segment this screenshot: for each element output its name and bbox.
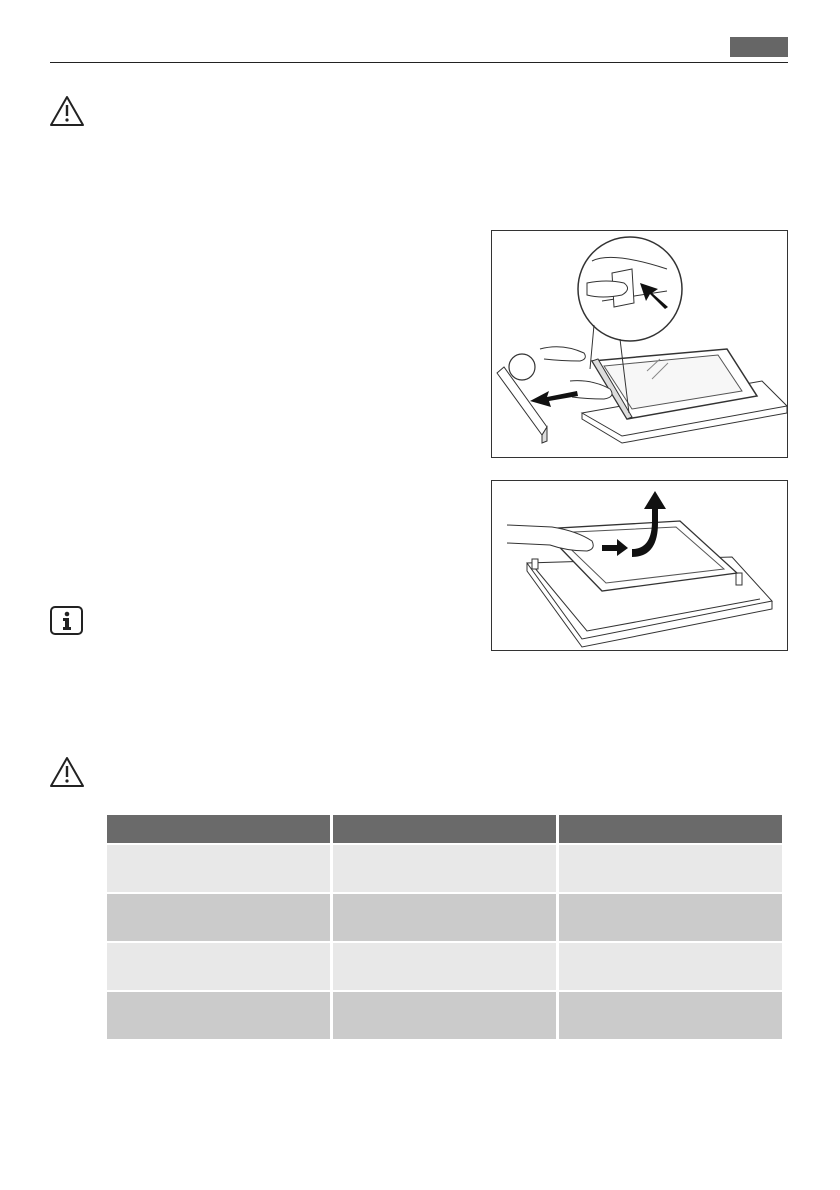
language-tab [730, 37, 788, 57]
table-cell [333, 845, 556, 892]
info-icon [50, 606, 83, 635]
table-cell [107, 943, 330, 990]
table-cell [107, 894, 330, 941]
header-rule [50, 62, 788, 63]
warning-triangle-icon [49, 756, 85, 788]
table-cell [333, 992, 556, 1039]
table-row [107, 992, 782, 1039]
data-table [104, 813, 785, 1041]
table-row [107, 894, 782, 941]
table-header-cell [333, 815, 556, 843]
table-cell [333, 894, 556, 941]
warning-triangle-icon [49, 95, 85, 127]
table-header-row [107, 815, 782, 843]
table-header-cell [559, 815, 782, 843]
table-row [107, 943, 782, 990]
table-cell [559, 992, 782, 1039]
table-header-cell [107, 815, 330, 843]
table-row [107, 845, 782, 892]
table-cell [107, 845, 330, 892]
table-cell [559, 943, 782, 990]
table-cell [559, 894, 782, 941]
table-cell [559, 845, 782, 892]
door-glass-removal-figure [491, 230, 788, 458]
glass-panel-lift-figure [491, 480, 788, 651]
table-cell [107, 992, 330, 1039]
table-cell [333, 943, 556, 990]
